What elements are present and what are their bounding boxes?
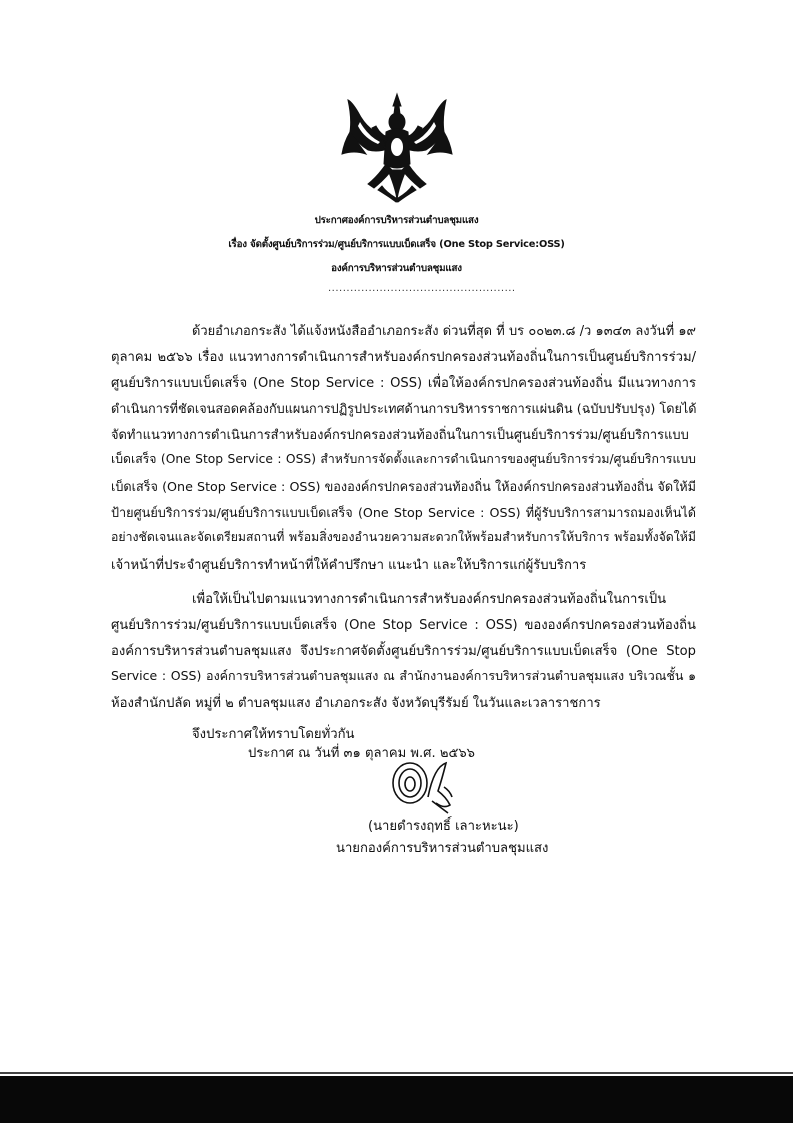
paragraph1-line: ดำเนินการที่ชัดเจนสอดคล้องกับแผนการปฏิรูปประเทศด้านการบริหารราชการแผ่นดิน (ฉบับปรับปรุง) โดยได้ <box>111 401 697 416</box>
paragraph2-line: เพื่อให้เป็นไปตามแนวทางการดำเนินการสำหรับองค์กรปกครองส่วนท้องถิ่นในการเป็น <box>192 592 667 607</box>
closing-statement: จึงประกาศให้ทราบโดยทั่วกัน <box>192 727 355 742</box>
paragraph2-line: Service : OSS) องค์การบริหารส่วนตำบลชุมแสง ณ สำนักงานองค์การบริหารส่วนตำบลชุมแสง บริเวณชั้น ๑ <box>111 668 696 683</box>
signature-icon <box>388 757 468 817</box>
separator-dots: ................................................... <box>328 283 516 294</box>
date-line: ประกาศ ณ วันที่ ๓๑ ตุลาคม พ.ศ. ๒๕๖๖ <box>248 746 475 761</box>
paragraph1-line: ป้ายศูนย์บริการร่วม/ศูนย์บริการแบบเบ็ดเสร็จ (One Stop Service : OSS) ที่ผู้รับบริการสามารถมองเห็นได้ <box>111 505 696 520</box>
paragraph2-line: ศูนย์บริการร่วม/ศูนย์บริการแบบเบ็ดเสร็จ (One Stop Service : OSS) ขององค์กรปกครองส่วนท้องถิ่น <box>111 618 696 633</box>
scan-edge-line <box>0 1072 793 1074</box>
paragraph1-line: ตุลาคม ๒๕๖๖ เรื่อง แนวทางการดำเนินการสำหรับองค์กรปกครองส่วนท้องถิ่นในการเป็นศูนย์บริการร่วม/ <box>111 350 696 365</box>
paragraph1-line: เจ้าหน้าที่ประจำศูนย์บริการทำหน้าที่ให้คำปรึกษา แนะนำ และให้บริการแก่ผู้รับบริการ <box>111 558 587 573</box>
paragraph1-line: อย่างชัดเจนและจัดเตรียมสถานที่ พร้อมสิ่งของอำนวยความสะดวกให้พร้อมสำหรับการให้บริการ พร้อมทั้งจัดให้มี <box>111 530 696 544</box>
paragraph1-line: ศูนย์บริการแบบเบ็ดเสร็จ (One Stop Service : OSS) เพื่อให้องค์กรปกครองส่วนท้องถิ่น มีแนวทางการ <box>111 376 696 391</box>
scan-edge-bar <box>0 1076 793 1123</box>
paragraph1-line: เบ็ดเสร็จ (One Stop Service : OSS) ขององค์กรปกครองส่วนท้องถิ่น ให้องค์กรปกครองส่วนท้องถิ่น จัดให้มี <box>111 479 696 494</box>
paragraph1-line: จัดทำแนวทางการดำเนินการสำหรับองค์กรปกครองส่วนท้องถิ่นในการเป็นศูนย์บริการร่วม/ศูนย์บริการแบบ <box>111 428 689 443</box>
paragraph1-line: เบ็ดเสร็จ (One Stop Service : OSS) สำหรับการจัดตั้งและการดำเนินการของศูนย์บริการร่วม/ศูนย์บริการแบบ <box>111 452 696 466</box>
announcement-title: ประกาศองค์การบริหารส่วนตำบลชุมแสง <box>314 215 479 226</box>
paragraph2-line: ห้องสำนักปลัด หมู่ที่ ๒ ตำบลชุมแสง อำเภอกระสัง จังหวัดบุรีรัมย์ ในวันและเวลาราชการ <box>111 696 601 711</box>
signer-name: (นายดำรงฤทธิ์ เลาะหะนะ) <box>368 819 519 834</box>
garuda-emblem-icon <box>338 92 456 204</box>
signer-title: นายกองค์การบริหารส่วนตำบลชุมแสง <box>336 841 549 856</box>
paragraph2-line: องค์การบริหารส่วนตำบลชุมแสง จึงประกาศจัดตั้งศูนย์บริการร่วม/ศูนย์บริการแบบเบ็ดเสร็จ (One Stop <box>111 644 696 659</box>
paragraph1-line: ด้วยอำเภอกระสัง ได้แจ้งหนังสืออำเภอกระสัง ด่วนที่สุด ที่ บร ๐๐๒๓.๘ /ว ๑๓๔๓ ลงวันที่ ๑๙ <box>192 324 696 339</box>
announcement-subject: เรื่อง จัดตั้งศูนย์บริการร่วม/ศูนย์บริการแบบเบ็ดเสร็จ (One Stop Service:OSS) <box>228 239 565 250</box>
organization-name: องค์การบริหารส่วนตำบลชุมแสง <box>331 263 462 274</box>
